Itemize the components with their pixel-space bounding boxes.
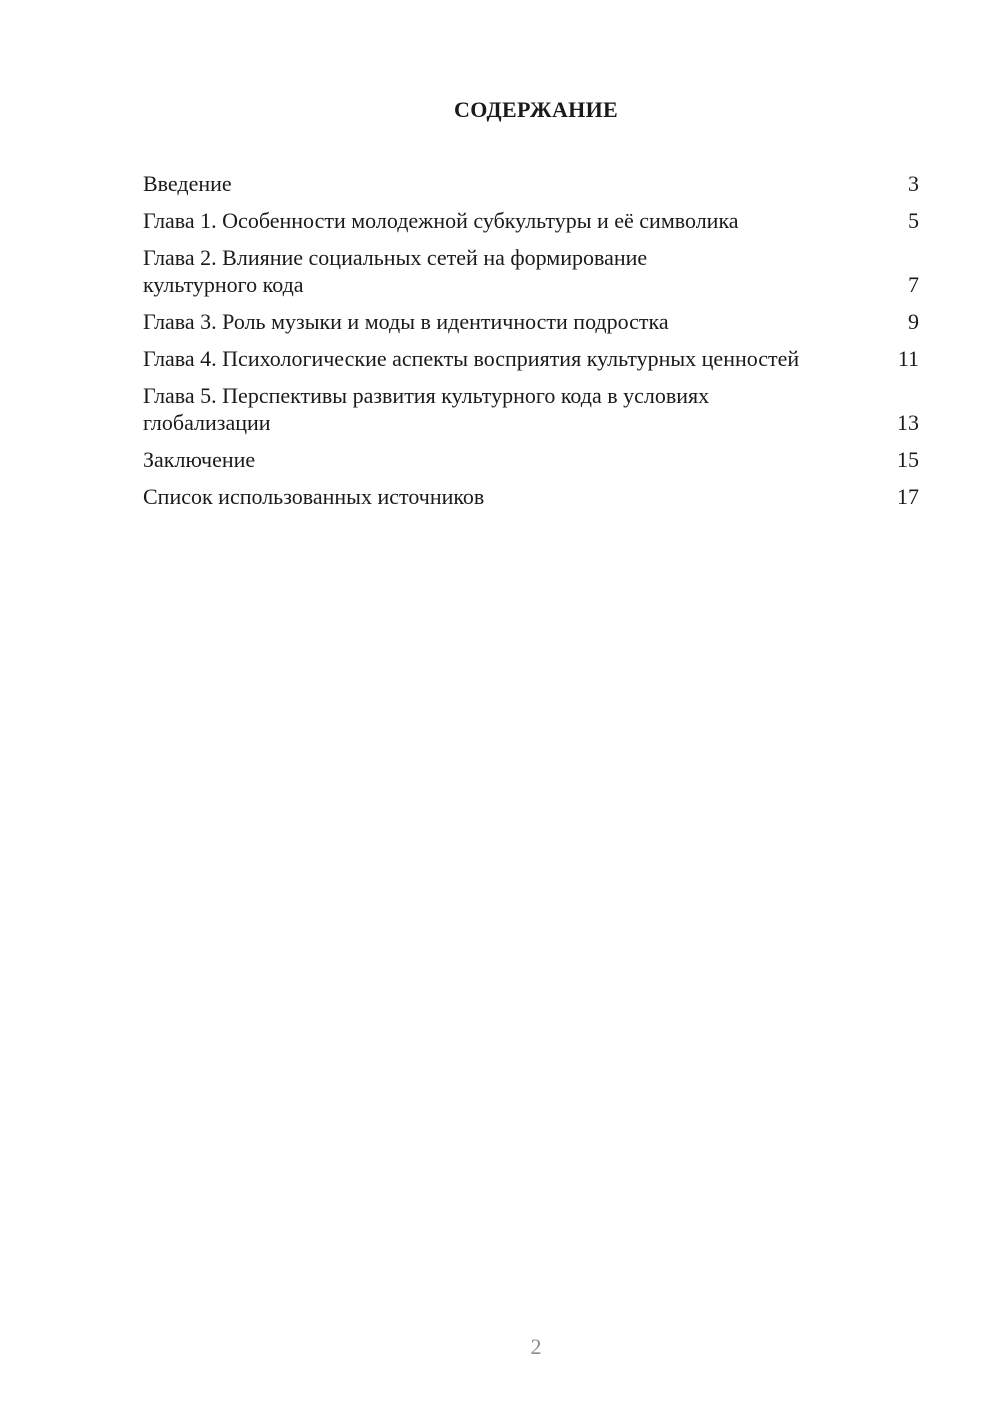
toc-entry-label: Глава 5. Перспективы развития культурного кода в условиях глобализации [143, 383, 710, 435]
toc-entry-page: 5 [908, 208, 919, 233]
toc-entry-page: 9 [908, 309, 919, 334]
table-of-contents [143, 170, 919, 520]
toc-entry-chapter-4 [143, 345, 919, 372]
toc-entry-chapter-3 [143, 308, 919, 335]
toc-entry-page: 3 [908, 171, 919, 196]
toc-entry-chapter-2 [143, 244, 919, 298]
page-number: 2 [530, 1334, 542, 1359]
toc-entry-page: 17 [897, 484, 919, 509]
toc-entry-chapter-5 [143, 382, 919, 436]
toc-entry-page: 15 [897, 447, 919, 472]
toc-entry-label: Глава 3. Роль музыки и моды в идентичности подростка [143, 309, 669, 334]
toc-entry-page: 13 [897, 410, 919, 435]
toc-entry-label: Глава 4. Психологические аспекты восприятия культурных ценностей [143, 346, 800, 371]
toc-entry-label: Заключение [143, 447, 256, 472]
toc-entry-introduction [143, 170, 919, 197]
toc-entry-page: 7 [908, 272, 919, 297]
page-title: СОДЕРЖАНИЕ [454, 97, 618, 122]
toc-entry-label: Введение [143, 171, 232, 196]
toc-entry-label: Глава 1. Особенности молодежной субкультуры и её символика [143, 208, 739, 233]
toc-entry-references [143, 483, 919, 510]
toc-entry-chapter-1 [143, 207, 919, 234]
toc-entry-page: 11 [897, 346, 919, 371]
toc-entry-conclusion [143, 446, 919, 473]
toc-entry-label: Список использованных источников [143, 484, 485, 509]
toc-entry-label: Глава 2. Влияние социальных сетей на формирование культурного кода [143, 245, 648, 297]
